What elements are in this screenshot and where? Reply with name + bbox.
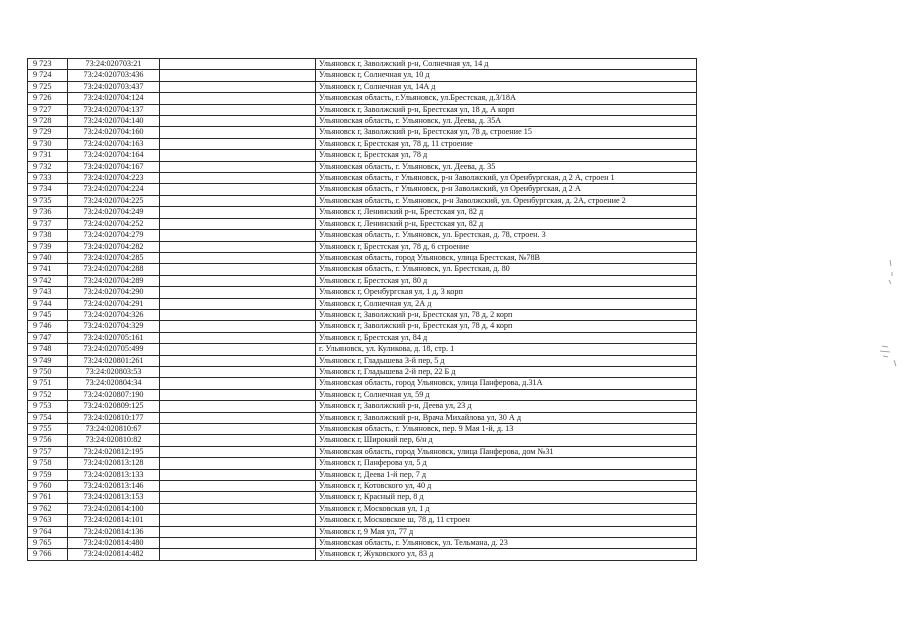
address-cell: Ульяновск г, Брестская ул, 80 д (316, 275, 697, 286)
cadastral-number-cell: 73:24:020704:164 (68, 150, 160, 161)
table-row (28, 230, 697, 241)
row-number-cell: 9 752 (28, 389, 68, 400)
address-cell: г. Ульяновск, ул. Куликова, д. 18, стр. 1 (316, 344, 697, 355)
empty-cell (160, 321, 316, 332)
row-number-cell: 9 723 (28, 59, 68, 70)
address-cell: Ульяновск г, 9 Мая ул, 77 д (316, 526, 697, 537)
cadastral-number-cell: 73:24:020804:34 (68, 378, 160, 389)
empty-cell (160, 241, 316, 252)
empty-cell (160, 458, 316, 469)
cadastral-number-cell: 73:24:020810:67 (68, 424, 160, 435)
cadastral-number-cell: 73:24:020813:146 (68, 481, 160, 492)
row-number-cell: 9 754 (28, 412, 68, 423)
row-number-cell: 9 749 (28, 355, 68, 366)
table-row (28, 264, 697, 275)
table-row (28, 366, 697, 377)
table-row (28, 424, 697, 435)
empty-cell (160, 492, 316, 503)
empty-cell (160, 252, 316, 263)
table-row (28, 252, 697, 263)
row-number-cell: 9 763 (28, 515, 68, 526)
cadastral-number-cell: 73:24:020814:100 (68, 503, 160, 514)
empty-cell (160, 59, 316, 70)
empty-cell (160, 389, 316, 400)
empty-cell (160, 207, 316, 218)
row-number-cell: 9 750 (28, 366, 68, 377)
cadastral-number-cell: 73:24:020801:261 (68, 355, 160, 366)
table-row (28, 332, 697, 343)
cadastral-number-cell: 73:24:020704:289 (68, 275, 160, 286)
cadastral-number-cell: 73:24:020704:224 (68, 184, 160, 195)
address-cell: Ульяновск г, Ленинский р-н, Брестская ул, 82 д (316, 207, 697, 218)
row-number-cell: 9 747 (28, 332, 68, 343)
address-cell: Ульяновск г, Гладышева 2-й пер, 22 Б д (316, 366, 697, 377)
address-cell: Ульяновская область, город Ульяновск, улица Брестская, №78В (316, 252, 697, 263)
table-row (28, 378, 697, 389)
table-row (28, 81, 697, 92)
address-cell: Ульяновская область, г. Ульяновск, р-н Заволжский, ул. Оренбургская, д. 2А, строение 2 (316, 195, 697, 206)
row-number-cell: 9 741 (28, 264, 68, 275)
row-number-cell: 9 731 (28, 150, 68, 161)
row-number-cell: 9 744 (28, 298, 68, 309)
address-cell: Ульяновск г, Заволжский р-н, Брестская ул, 78 д, строение 15 (316, 127, 697, 138)
row-number-cell: 9 765 (28, 538, 68, 549)
table-row (28, 93, 697, 104)
table-row (28, 173, 697, 184)
empty-cell (160, 344, 316, 355)
cadastral-number-cell: 73:24:020704:225 (68, 195, 160, 206)
table-row (28, 127, 697, 138)
table-row (28, 70, 697, 81)
scan-margin-marks (876, 258, 900, 378)
row-number-cell: 9 751 (28, 378, 68, 389)
empty-cell (160, 526, 316, 537)
empty-cell (160, 309, 316, 320)
empty-cell (160, 195, 316, 206)
cadastral-number-cell: 73:24:020704:285 (68, 252, 160, 263)
empty-cell (160, 435, 316, 446)
table-row (28, 538, 697, 549)
row-number-cell: 9 757 (28, 446, 68, 457)
address-cell: Ульяновская область, г Ульяновск, р-н Заволжский, ул Оренбургская, д 2 А, строен 1 (316, 173, 697, 184)
row-number-cell: 9 732 (28, 161, 68, 172)
table-row (28, 355, 697, 366)
table-row (28, 492, 697, 503)
row-number-cell: 9 756 (28, 435, 68, 446)
row-number-cell: 9 766 (28, 549, 68, 560)
row-number-cell: 9 727 (28, 104, 68, 115)
table-row (28, 138, 697, 149)
address-cell: Ульяновск г, Брестская ул, 78 д, 6 строение (316, 241, 697, 252)
cadastral-number-cell: 73:24:020813:133 (68, 469, 160, 480)
table-row (28, 549, 697, 560)
table-row (28, 104, 697, 115)
table-row (28, 503, 697, 514)
address-cell: Ульяновск г, Заволжский р-н, Солнечная ул, 14 д (316, 59, 697, 70)
cadastral-number-cell: 73:24:020704:223 (68, 173, 160, 184)
cadastral-number-cell: 73:24:020813:128 (68, 458, 160, 469)
row-number-cell: 9 758 (28, 458, 68, 469)
address-cell: Ульяновск г, Ленинский р-н, Брестская ул, 82 д (316, 218, 697, 229)
row-number-cell: 9 755 (28, 424, 68, 435)
address-cell: Ульяновск г, Брестская ул, 78 д (316, 150, 697, 161)
cadastral-number-cell: 73:24:020704:137 (68, 104, 160, 115)
row-number-cell: 9 724 (28, 70, 68, 81)
address-cell: Ульяновск г, Гладышева 3-й пер, 5 д (316, 355, 697, 366)
table-row (28, 241, 697, 252)
empty-cell (160, 275, 316, 286)
empty-cell (160, 287, 316, 298)
cadastral-number-cell: 73:24:020704:282 (68, 241, 160, 252)
address-cell: Ульяновск г, Солнечная ул, 59 д (316, 389, 697, 400)
empty-cell (160, 298, 316, 309)
row-number-cell: 9 742 (28, 275, 68, 286)
row-number-cell: 9 737 (28, 218, 68, 229)
row-number-cell: 9 728 (28, 116, 68, 127)
table-row (28, 458, 697, 469)
empty-cell (160, 366, 316, 377)
cadastral-number-cell: 73:24:020704:163 (68, 138, 160, 149)
empty-cell (160, 401, 316, 412)
cadastral-number-cell: 73:24:020704:252 (68, 218, 160, 229)
cadastral-number-cell: 73:24:020803:53 (68, 366, 160, 377)
cadastral-number-cell: 73:24:020814:482 (68, 549, 160, 560)
address-cell: Ульяновск г, Широкий пер, 6/н д (316, 435, 697, 446)
cadastral-number-cell: 73:24:020814:101 (68, 515, 160, 526)
empty-cell (160, 515, 316, 526)
address-cell: Ульяновская область, г. Ульяновск, ул. Брестская, д. 80 (316, 264, 697, 275)
address-cell: Ульяновск г, Панферова ул, 5 д (316, 458, 697, 469)
empty-cell (160, 469, 316, 480)
empty-cell (160, 446, 316, 457)
row-number-cell: 9 762 (28, 503, 68, 514)
cadastral-number-cell: 73:24:020703:21 (68, 59, 160, 70)
table-row (28, 401, 697, 412)
empty-cell (160, 70, 316, 81)
cadastral-number-cell: 73:24:020704:329 (68, 321, 160, 332)
address-cell: Ульяновская область, г Ульяновск, р-н Заволжский, ул Оренбургская, д 2 А (316, 184, 697, 195)
table-row (28, 515, 697, 526)
address-cell: Ульяновск г, Заволжский р-н, Деева ул, 23 д (316, 401, 697, 412)
empty-cell (160, 264, 316, 275)
row-number-cell: 9 745 (28, 309, 68, 320)
address-cell: Ульяновская область, г. Ульяновск, пер. 9 Мая 1-й, д. 13 (316, 424, 697, 435)
cadastral-number-cell: 73:24:020814:480 (68, 538, 160, 549)
address-cell: Ульяновск г, Оренбургская ул, 1 д, 3 корп (316, 287, 697, 298)
cadastral-number-cell: 73:24:020704:288 (68, 264, 160, 275)
cadastral-number-cell: 73:24:020705:499 (68, 344, 160, 355)
empty-cell (160, 549, 316, 560)
address-cell: Ульяновск г, Заволжский р-н, Врача Михайлова ул, 30 А д (316, 412, 697, 423)
row-number-cell: 9 725 (28, 81, 68, 92)
table-row (28, 195, 697, 206)
table-row (28, 287, 697, 298)
row-number-cell: 9 764 (28, 526, 68, 537)
cadastral-number-cell: 73:24:020704:290 (68, 287, 160, 298)
empty-cell (160, 104, 316, 115)
address-cell: Ульяновск г, Солнечная ул, 14А д (316, 81, 697, 92)
cadastral-number-cell: 73:24:020704:124 (68, 93, 160, 104)
address-cell: Ульяновск г, Заволжский р-н, Брестская ул, 78 д, 2 корп (316, 309, 697, 320)
row-number-cell: 9 729 (28, 127, 68, 138)
table-row (28, 309, 697, 320)
cadastral-number-cell: 73:24:020704:160 (68, 127, 160, 138)
table-row (28, 526, 697, 537)
address-cell: Ульяновская область, г.Ульяновск, ул.Брестская, д.3/18А (316, 93, 697, 104)
address-cell: Ульяновская область, г. Ульяновск, ул. Тельмана, д. 23 (316, 538, 697, 549)
row-number-cell: 9 759 (28, 469, 68, 480)
address-cell: Ульяновск г, Красный пер, 8 д (316, 492, 697, 503)
table-row (28, 150, 697, 161)
empty-cell (160, 127, 316, 138)
row-number-cell: 9 760 (28, 481, 68, 492)
empty-cell (160, 184, 316, 195)
table-row (28, 218, 697, 229)
table-row (28, 435, 697, 446)
empty-cell (160, 173, 316, 184)
empty-cell (160, 81, 316, 92)
cadastral-number-cell: 73:24:020704:291 (68, 298, 160, 309)
row-number-cell: 9 734 (28, 184, 68, 195)
address-cell: Ульяновская область, город Ульяновск, улица Панферова, дом №31 (316, 446, 697, 457)
row-number-cell: 9 753 (28, 401, 68, 412)
empty-cell (160, 161, 316, 172)
cadastral-number-cell: 73:24:020807:190 (68, 389, 160, 400)
table-row (28, 481, 697, 492)
empty-cell (160, 230, 316, 241)
table-row (28, 207, 697, 218)
empty-cell (160, 424, 316, 435)
address-cell: Ульяновская область, г. Ульяновск, ул. Брестская, д. 78, строен. 3 (316, 230, 697, 241)
empty-cell (160, 538, 316, 549)
table-row (28, 184, 697, 195)
row-number-cell: 9 740 (28, 252, 68, 263)
table-row (28, 275, 697, 286)
address-cell: Ульяновск г, Котовского ул, 40 д (316, 481, 697, 492)
cadastral-number-cell: 73:24:020704:326 (68, 309, 160, 320)
cadastral-number-cell: 73:24:020704:279 (68, 230, 160, 241)
cadastral-number-cell: 73:24:020703:436 (68, 70, 160, 81)
table-row (28, 446, 697, 457)
cadastral-number-cell: 73:24:020814:136 (68, 526, 160, 537)
empty-cell (160, 481, 316, 492)
address-cell: Ульяновская область, г. Ульяновск, ул. Деева, д. 35 (316, 161, 697, 172)
cadastral-number-cell: 73:24:020704:140 (68, 116, 160, 127)
cadastral-number-cell: 73:24:020813:153 (68, 492, 160, 503)
empty-cell (160, 355, 316, 366)
empty-cell (160, 378, 316, 389)
address-cell: Ульяновск г, Деева 1-й пер, 7 д (316, 469, 697, 480)
cadastral-number-cell: 73:24:020810:82 (68, 435, 160, 446)
table-row (28, 321, 697, 332)
row-number-cell: 9 739 (28, 241, 68, 252)
row-number-cell: 9 743 (28, 287, 68, 298)
address-cell: Ульяновская область, город Ульяновск, улица Панферова, д.31А (316, 378, 697, 389)
address-cell: Ульяновск г, Московская ул, 1 д (316, 503, 697, 514)
empty-cell (160, 332, 316, 343)
row-number-cell: 9 733 (28, 173, 68, 184)
empty-cell (160, 116, 316, 127)
table-row (28, 116, 697, 127)
empty-cell (160, 138, 316, 149)
cadastral-number-cell: 73:24:020704:249 (68, 207, 160, 218)
cadastral-number-cell: 73:24:020812:195 (68, 446, 160, 457)
address-cell: Ульяновск г, Брестская ул, 78 д, 11 строение (316, 138, 697, 149)
cadastral-registry-table (27, 58, 697, 561)
row-number-cell: 9 761 (28, 492, 68, 503)
row-number-cell: 9 736 (28, 207, 68, 218)
table-row (28, 469, 697, 480)
address-cell: Ульяновск г, Брестская ул, 84 д (316, 332, 697, 343)
cadastral-number-cell: 73:24:020810:177 (68, 412, 160, 423)
row-number-cell: 9 746 (28, 321, 68, 332)
address-cell: Ульяновск г, Московское ш, 78 д, 11 строен (316, 515, 697, 526)
address-cell: Ульяновская область, г. Ульяновск, ул. Деева, д. 35А (316, 116, 697, 127)
table-row (28, 59, 697, 70)
table-row (28, 298, 697, 309)
address-cell: Ульяновск г, Солнечная ул, 10 д (316, 70, 697, 81)
row-number-cell: 9 735 (28, 195, 68, 206)
row-number-cell: 9 738 (28, 230, 68, 241)
table-row (28, 344, 697, 355)
cadastral-number-cell: 73:24:020809:125 (68, 401, 160, 412)
registry-body (28, 59, 697, 561)
row-number-cell: 9 730 (28, 138, 68, 149)
row-number-cell: 9 726 (28, 93, 68, 104)
row-number-cell: 9 748 (28, 344, 68, 355)
cadastral-number-cell: 73:24:020704:167 (68, 161, 160, 172)
table-row (28, 412, 697, 423)
empty-cell (160, 503, 316, 514)
address-cell: Ульяновск г, Солнечная ул, 2А д (316, 298, 697, 309)
cadastral-number-cell: 73:24:020703:437 (68, 81, 160, 92)
empty-cell (160, 412, 316, 423)
empty-cell (160, 150, 316, 161)
cadastral-number-cell: 73:24:020705:161 (68, 332, 160, 343)
address-cell: Ульяновск г, Заволжский р-н, Брестская ул, 18 д, А корп (316, 104, 697, 115)
table-row (28, 161, 697, 172)
address-cell: Ульяновск г, Жуковского ул, 83 д (316, 549, 697, 560)
empty-cell (160, 93, 316, 104)
table-row (28, 389, 697, 400)
empty-cell (160, 218, 316, 229)
address-cell: Ульяновск г, Заволжский р-н, Брестская ул, 78 д, 4 корп (316, 321, 697, 332)
